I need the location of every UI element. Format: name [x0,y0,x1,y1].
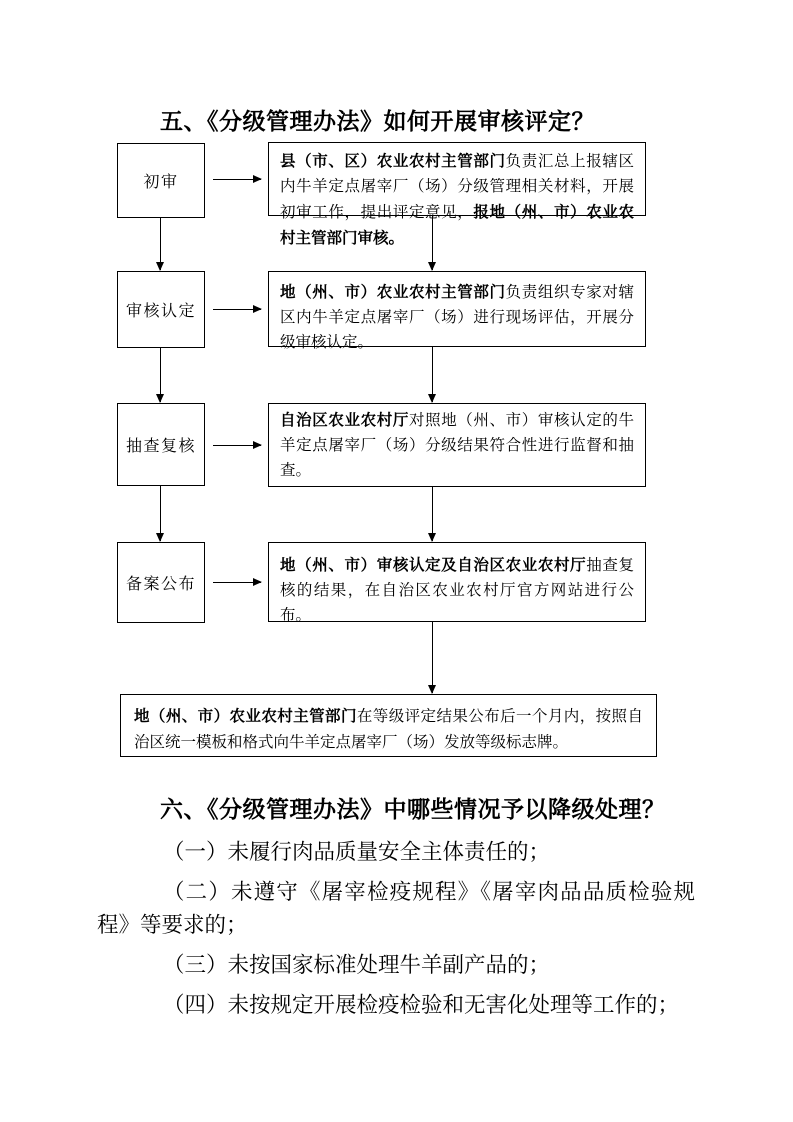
arrow-down-icon [160,348,161,402]
text-segment: 对照地（州、市）审核认定的牛羊定点屠宰厂（场）分级结果符合性进行监督和抽查。 [280,411,634,479]
arrow-right-icon [213,445,261,446]
arrow-right-icon [213,179,261,180]
flow-final-note-box [120,694,657,757]
text-segment: 抽查复核的结果，在自治区农业农村厅官方网站进行公布。 [280,556,634,624]
text-segment: 地（州、市）农业农村主管部门 [280,282,506,301]
section5-title: 五、《分级管理办法》如何开展审核评定？ [160,108,595,134]
text-segment: 报地（州、市）农业农村主管部门审核。 [280,202,634,247]
arrow-down-icon [160,218,161,270]
downgrade-item-1: （一）未履行肉品质量安全主体责任的； [163,840,551,865]
flow-step-box-spot-check: 抽查复核 [117,403,205,486]
text-segment: 在等级评定结果公布后一个月内，按照自治区统一模板和格式向牛羊定点屠宰厂（场）发放等级标志牌。 [134,707,643,751]
downgrade-item-2: （二）未遵守《屠宰检疫规程》《屠宰肉品品质检验规程》等要求的； [97,880,695,938]
downgrade-items-list [97,836,695,1029]
arrow-right-icon [213,309,261,310]
arrow-down-icon [432,487,433,541]
downgrade-item-4: （四）未按规定开展检疫检验和无害化处理等工作的； [163,993,680,1018]
text-segment: 县（市、区）农业农村主管部门 [280,151,506,170]
arrow-right-icon [213,582,261,583]
flow-step-box-review-confirmation: 审核认定 [117,271,205,348]
flow-step-box-preliminary-review: 初审 [117,143,205,218]
text-segment: 地（州、市）农业农村主管部门 [134,706,357,725]
flow-desc-box-preliminary-review [268,142,646,247]
text-segment: 负责汇总上报辖区内牛羊定点屠宰厂（场）分级管理相关材料，开展初审工作，提出评定意见， [280,152,634,221]
arrow-down-icon [432,622,433,693]
arrow-down-icon [432,216,433,270]
text-segment: 自治区农业农村厅 [280,410,409,429]
text-segment: 地（州、市）审核认定及自治区农业农村厅 [280,555,587,574]
section6-title: 六、《分级管理办法》中哪些情况予以降级处理？ [160,796,666,822]
flow-desc-text [280,407,634,483]
arrow-down-icon [160,486,161,541]
flow-desc-box-record-publication [268,542,646,622]
downgrade-item-3: （三）未按国家标准处理牛羊副产品的； [163,953,551,978]
flow-desc-box-spot-check [268,403,646,487]
text-segment: 负责组织专家对辖区内牛羊定点屠宰厂（场）进行现场评估，开展分级审核认定。 [280,283,634,351]
arrow-down-icon [432,347,433,402]
flow-desc-box-review-confirmation [268,271,646,351]
flow-step-box-record-publication: 备案公布 [117,542,205,623]
